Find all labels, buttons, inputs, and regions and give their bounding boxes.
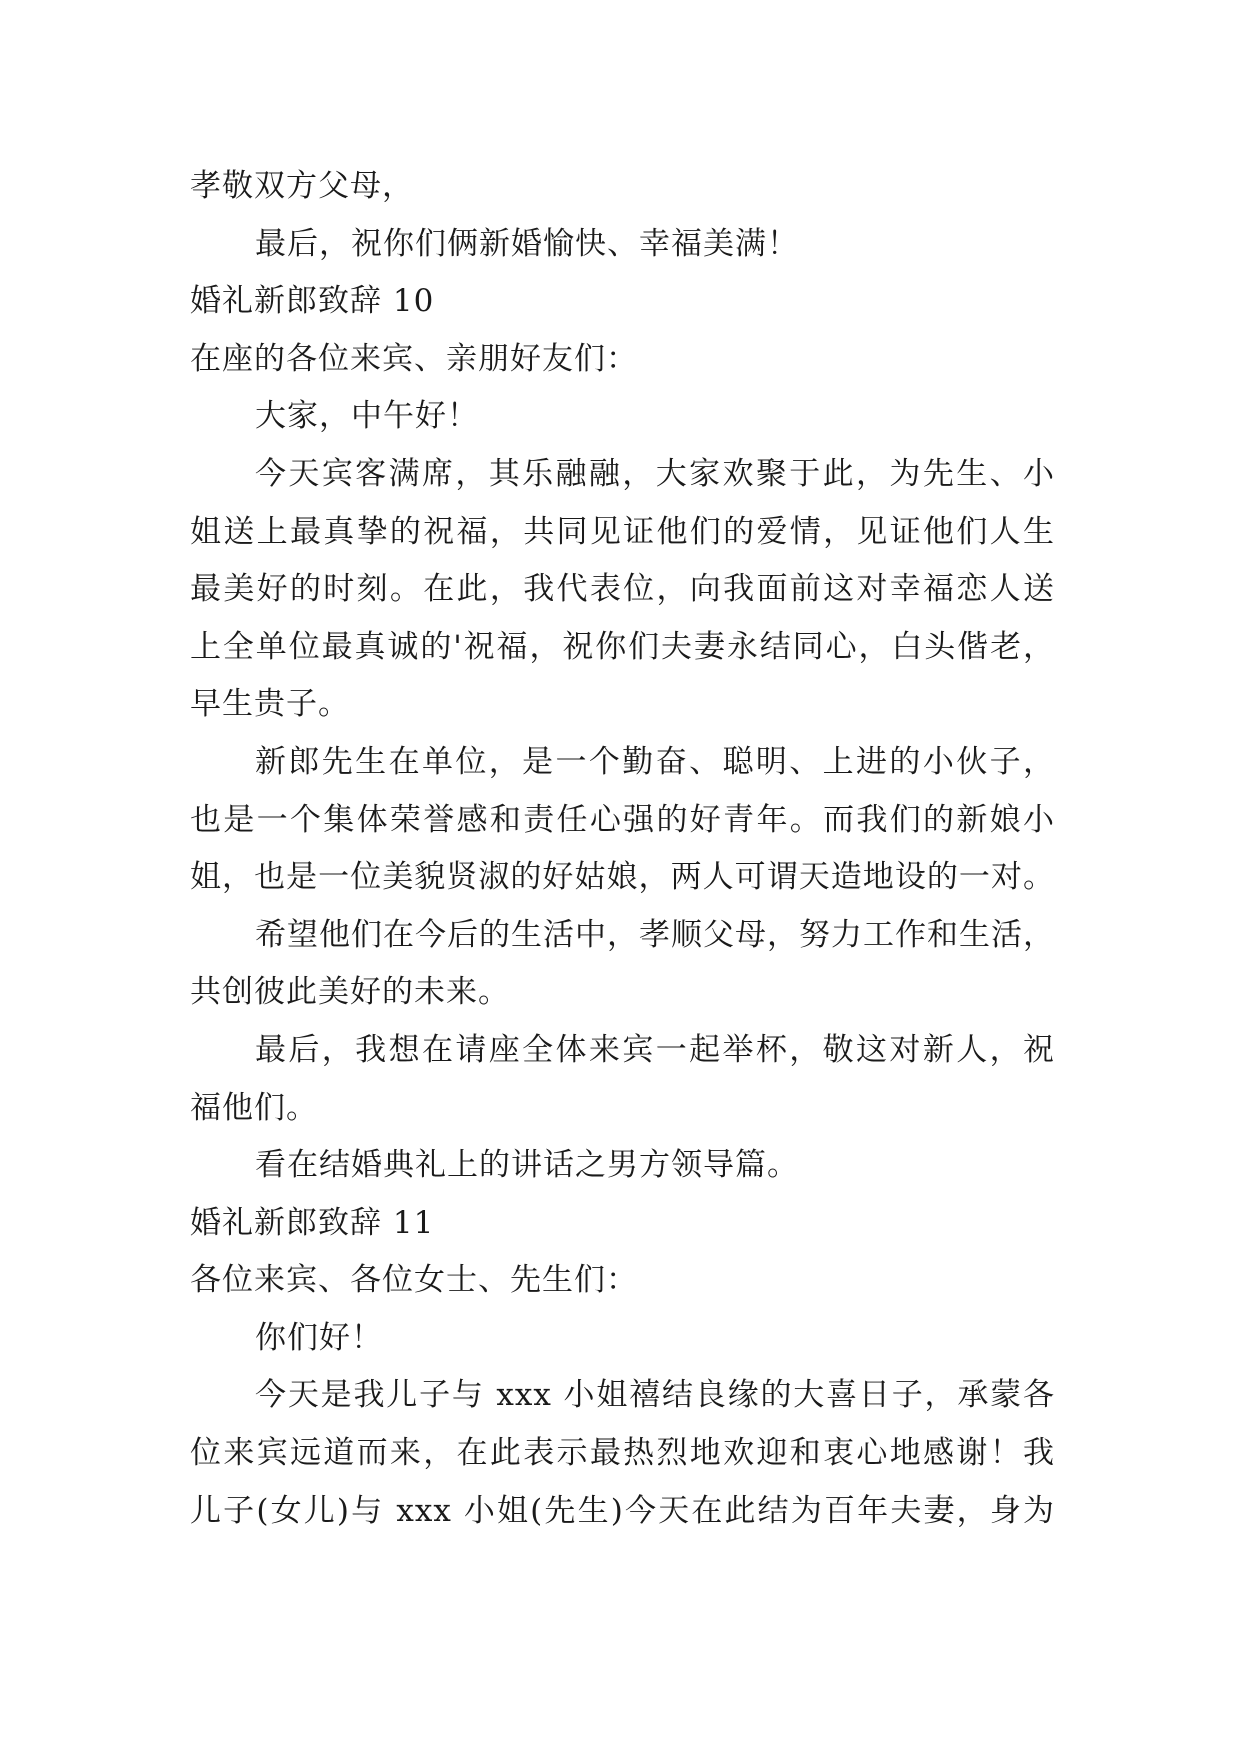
text-line: 位来宾远道而来，在此表示最热烈地欢迎和衷心地感谢！我	[190, 1435, 1055, 1472]
text-line: 大家，中午好！	[255, 398, 479, 435]
text-line: 希望他们在今后的生活中，孝顺父母，努力工作和生活，	[255, 916, 1055, 953]
document-body	[190, 158, 1055, 1540]
text-line: 早生贵子。	[190, 686, 350, 723]
text-line: 也是一个集体荣誉感和责任心强的好青年。而我们的新娘小	[190, 801, 1055, 838]
text-line: 最后，祝你们俩新婚愉快、幸福美满！	[255, 225, 799, 262]
text-line: 上全单位最真诚的'祝福，祝你们夫妻永结同心，白头偕老，	[190, 628, 1055, 665]
text-line: 最美好的时刻。在此，我代表位，向我面前这对幸福恋人送	[190, 571, 1055, 608]
text-line: 最后，我想在请座全体来宾一起举杯，敬这对新人，祝	[255, 1031, 1055, 1068]
text-line: 婚礼新郎致辞 11	[190, 1204, 435, 1241]
text-line: 共创彼此美好的未来。	[190, 974, 510, 1011]
text-line: 福他们。	[190, 1089, 318, 1126]
text-line: 孝敬双方父母，	[190, 168, 414, 204]
text-line: 你们好！	[255, 1319, 383, 1356]
text-line: 儿子(女儿)与 xxx 小姐(先生)今天在此结为百年夫妻，身为	[190, 1492, 1055, 1529]
text-line: 今天宾客满席，其乐融融，大家欢聚于此，为先生、小	[255, 455, 1055, 492]
text-line: 看在结婚典礼上的讲话之男方领导篇。	[255, 1147, 799, 1184]
text-line: 各位来宾、各位女士、先生们：	[190, 1262, 638, 1299]
text-line: 姐，也是一位美貌贤淑的好姑娘，两人可谓天造地设的一对。	[190, 859, 1055, 896]
text-line: 今天是我儿子与 xxx 小姐禧结良缘的大喜日子，承蒙各	[255, 1377, 1055, 1414]
text-line: 在座的各位来宾、亲朋好友们：	[190, 340, 638, 377]
text-line: 新郎先生在单位，是一个勤奋、聪明、上进的小伙子，	[255, 743, 1055, 780]
text-line: 姐送上最真挚的祝福，共同见证他们的爱情，见证他们人生	[190, 513, 1055, 550]
text-line: 婚礼新郎致辞 10	[190, 283, 435, 320]
